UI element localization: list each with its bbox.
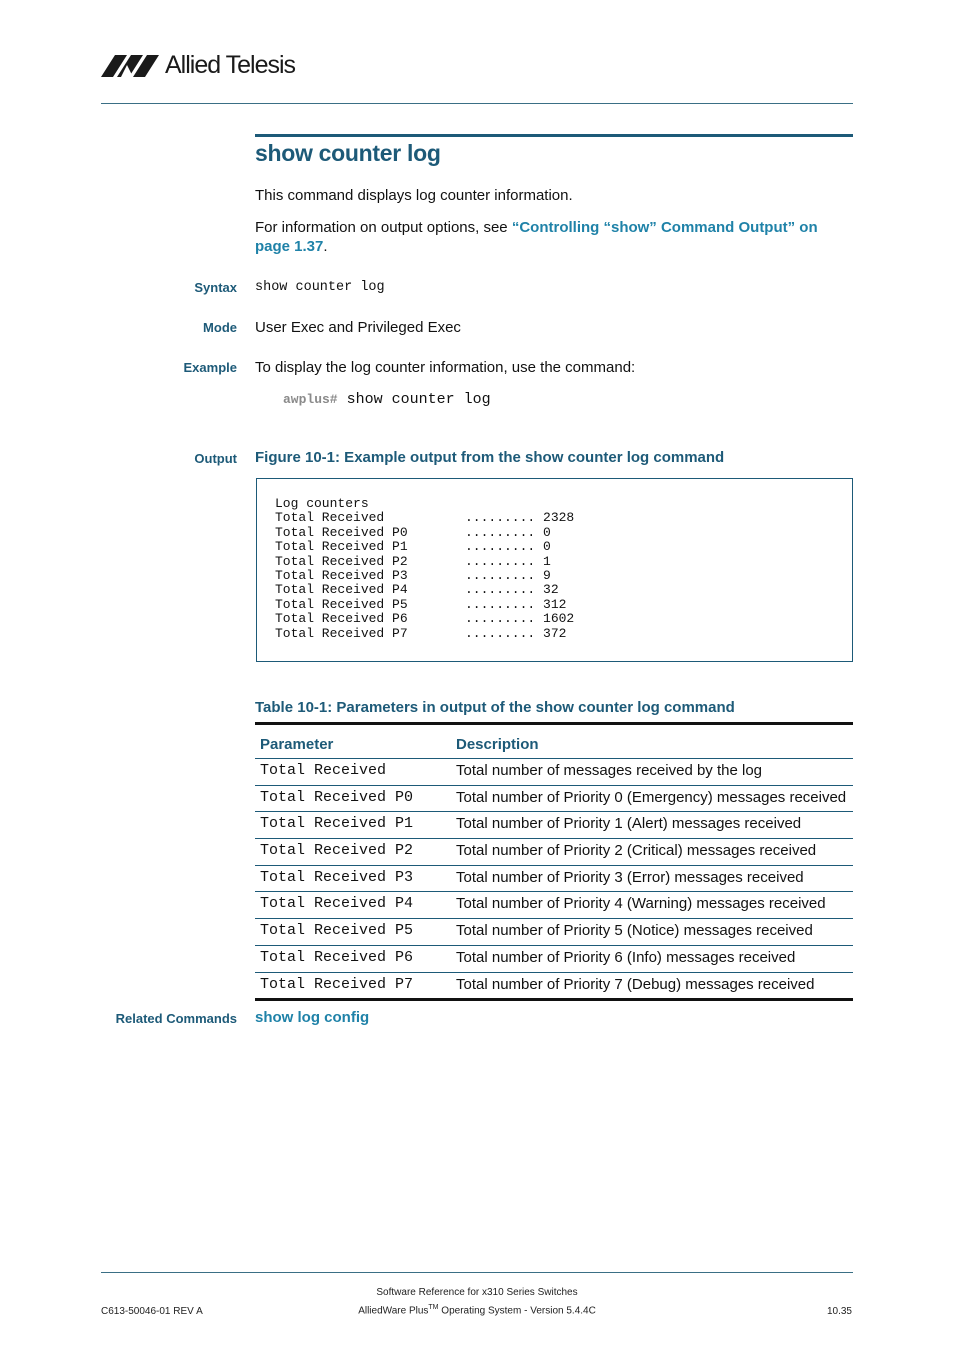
parameter-cell: Total Received P2 <box>260 842 414 860</box>
parameter-cell: Total Received P7 <box>260 975 414 993</box>
parameter-cell: Total Received P1 <box>260 815 414 833</box>
output-lines <box>275 497 574 641</box>
table-row <box>255 946 853 973</box>
parameter-cell: Total Received P6 <box>260 948 414 966</box>
mode-value: User Exec and Privileged Exec <box>255 319 461 336</box>
syntax-value: show counter log <box>255 280 385 295</box>
output-line-name: Total Received P6 <box>275 611 408 627</box>
table-row <box>255 973 853 1002</box>
output-line-dots: ......... <box>465 510 536 526</box>
table-row <box>255 866 853 893</box>
output-heading: Log counters <box>275 496 369 511</box>
output-line <box>275 598 574 612</box>
footer-product: AlliedWare Plus <box>358 1305 429 1317</box>
cli-command: show counter log <box>346 391 491 408</box>
page-title: show counter log <box>255 140 441 166</box>
header-rule <box>101 103 853 104</box>
output-label: Output <box>194 451 237 466</box>
example-text: To display the log counter information, use the command: <box>255 359 636 376</box>
output-line-dots: ......... <box>465 582 536 598</box>
description-cell: Total number of Priority 7 (Debug) messages received <box>456 975 815 993</box>
logo-text: Allied Telesis <box>165 51 296 79</box>
output-line-name: Total Received <box>275 510 385 526</box>
output-line <box>275 612 574 626</box>
parameters-table <box>255 722 853 1001</box>
title-rule <box>255 134 853 137</box>
output-line-value: 9 <box>543 568 551 584</box>
output-line <box>275 526 574 540</box>
table-row <box>255 892 853 919</box>
output-line-value: 1602 <box>543 611 575 627</box>
header-parameter: Parameter <box>260 736 334 753</box>
description-cell: Total number of messages received by the log <box>456 762 762 779</box>
table-row <box>255 839 853 866</box>
info-suffix: . <box>323 238 328 255</box>
syntax-label: Syntax <box>194 280 237 295</box>
table-row <box>255 812 853 839</box>
footer-version: Operating System - Version 5.4.4C <box>438 1305 596 1317</box>
parameter-cell: Total Received P0 <box>260 788 414 806</box>
output-line-name: Total Received P5 <box>275 596 408 612</box>
output-line <box>275 627 574 641</box>
parameter-cell: Total Received P4 <box>260 895 414 913</box>
output-line-name: Total Received P4 <box>275 582 408 598</box>
allied-telesis-logo <box>101 50 301 82</box>
mode-label: Mode <box>203 320 237 335</box>
footer-title: Software Reference for x310 Series Switches <box>376 1287 578 1298</box>
output-options-info <box>255 218 845 256</box>
output-line-value: 0 <box>543 539 551 555</box>
show-log-config-link[interactable]: show log config <box>255 1009 370 1026</box>
output-line-dots: ......... <box>465 611 536 627</box>
output-line-value: 32 <box>543 582 559 598</box>
header-description: Description <box>456 736 539 753</box>
output-line-name: Total Received P2 <box>275 553 408 569</box>
cli-prompt: awplus# <box>283 392 338 407</box>
description-cell: Total number of Priority 3 (Error) messages received <box>456 868 804 886</box>
output-line-value: 1 <box>543 553 551 569</box>
doc-id: C613-50046-01 REV A <box>101 1306 203 1317</box>
table-header <box>255 725 853 759</box>
footer-os-version <box>0 1304 954 1316</box>
table-row <box>255 759 853 786</box>
figure-caption: Figure 10-1: Example output from the show counter log command <box>255 449 725 466</box>
info-prefix: For information on output options, see <box>255 219 512 236</box>
output-line-dots: ......... <box>465 539 536 555</box>
logo-mark-icon <box>101 55 163 77</box>
parameter-cell: Total Received <box>260 762 387 779</box>
table-caption: Table 10-1: Parameters in output of the show counter log command <box>255 699 735 716</box>
output-line-value: 2328 <box>543 510 575 526</box>
description-cell: Total number of Priority 0 (Emergency) messages received <box>456 788 847 806</box>
output-line-dots: ......... <box>465 568 536 584</box>
output-line-dots: ......... <box>465 553 536 569</box>
output-line-value: 372 <box>543 625 567 641</box>
output-line-name: Total Received P1 <box>275 539 408 555</box>
footer-rule <box>101 1272 853 1273</box>
output-line-dots: ......... <box>465 625 536 641</box>
footer-tm: TM <box>428 1304 439 1311</box>
description-cell: Total number of Priority 5 (Notice) messages received <box>456 922 813 940</box>
output-line-dots: ......... <box>465 524 536 540</box>
example-command <box>283 391 491 408</box>
output-figure <box>256 478 853 662</box>
output-line-dots: ......... <box>465 596 536 612</box>
output-line-value: 0 <box>543 524 551 540</box>
related-commands-label: Related Commands <box>115 1011 237 1026</box>
output-line-name: Total Received P0 <box>275 524 408 540</box>
description-cell: Total number of Priority 4 (Warning) messages received <box>456 895 826 913</box>
output-line <box>275 511 574 525</box>
output-line <box>275 583 574 597</box>
table-row <box>255 919 853 946</box>
description-cell: Total number of Priority 6 (Info) messages received <box>456 948 796 966</box>
description-cell: Total number of Priority 1 (Alert) messages received <box>456 815 802 833</box>
table-row <box>255 786 853 813</box>
output-line-name: Total Received P7 <box>275 625 408 641</box>
output-line-value: 312 <box>543 596 567 612</box>
controlling-show-output-link[interactable]: “Controlling “show” Command Output” on page 1.37 <box>255 219 818 255</box>
output-line <box>275 555 574 569</box>
output-line-name: Total Received P3 <box>275 568 408 584</box>
description-cell: Total number of Priority 2 (Critical) messages received <box>456 842 817 860</box>
page-number: 10.35 <box>826 1306 852 1317</box>
example-label: Example <box>183 360 237 375</box>
command-description: This command displays log counter information. <box>255 187 573 204</box>
parameter-cell: Total Received P5 <box>260 922 414 940</box>
output-line <box>275 540 574 554</box>
output-line <box>275 569 574 583</box>
parameter-cell: Total Received P3 <box>260 868 414 886</box>
